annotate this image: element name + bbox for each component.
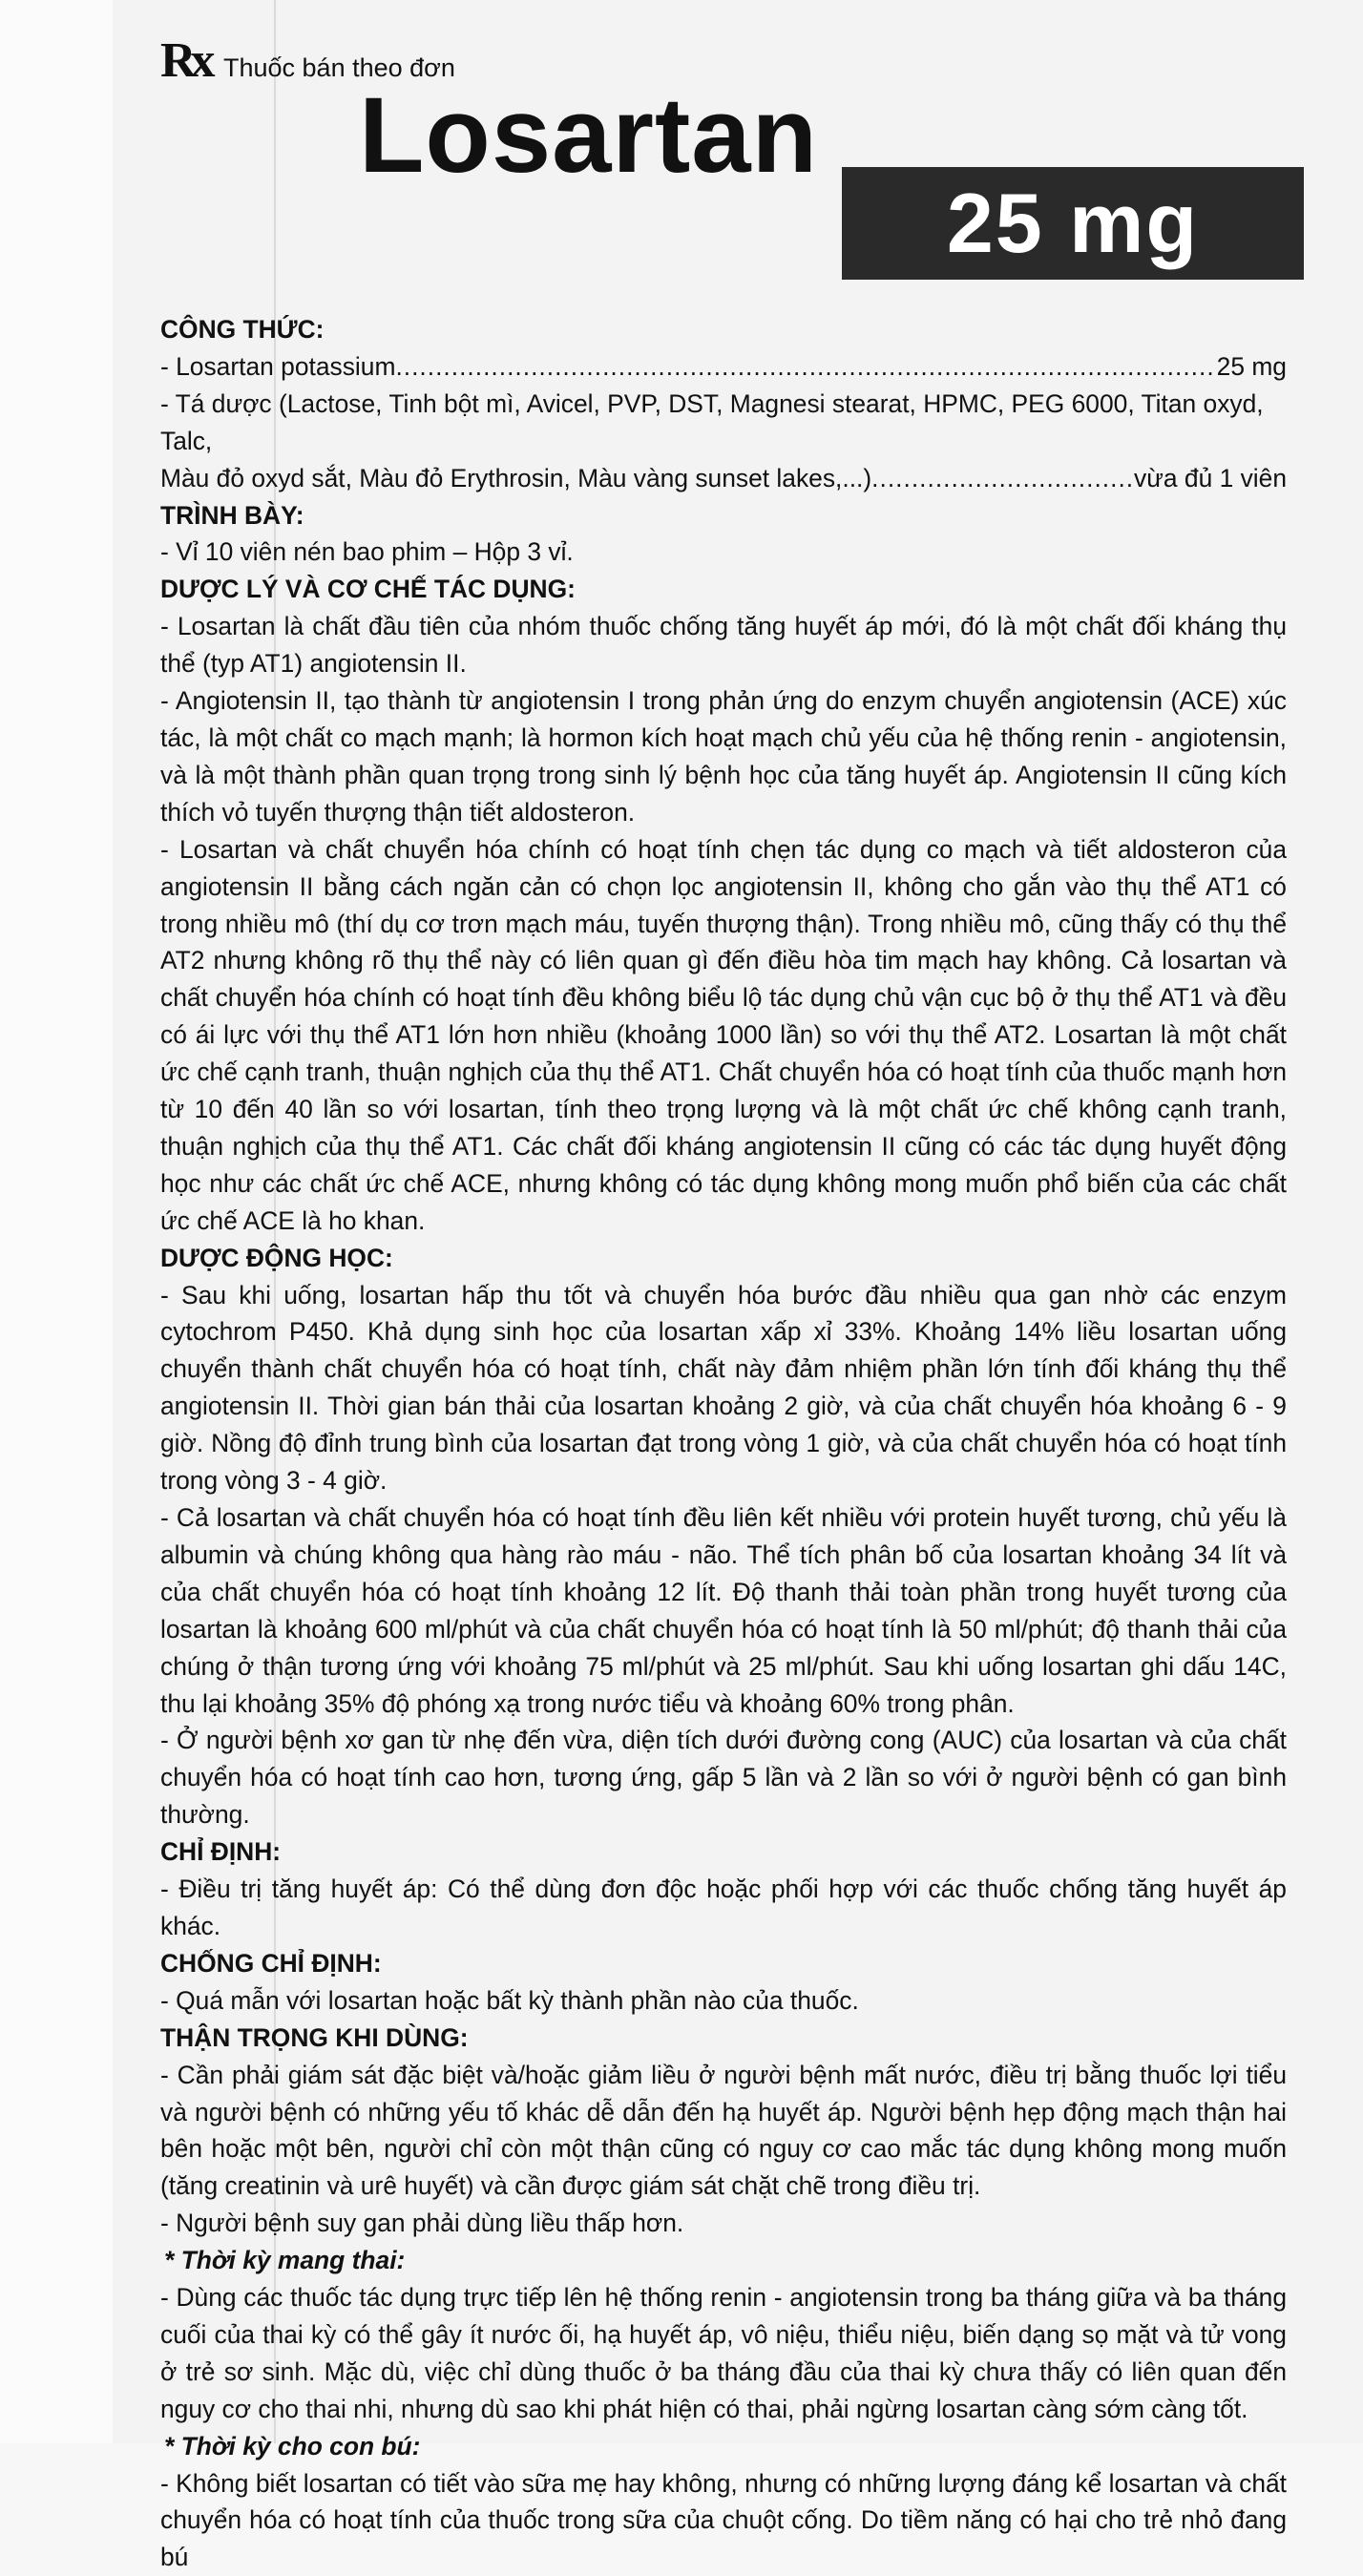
pregnancy-text: - Dùng các thuốc tác dụng trực tiếp lên hệ thống renin - angiotensin trong ba tháng giữa và ba tháng cuối của thai kỳ có thể gây ít nước ối, hạ huyết áp, vô niệu, thiểu niệu, biến dạng sọ mặt và tử vong ở trẻ sơ sinh. Mặc dù, việc chỉ dùng thuốc ở ba tháng đầu của thai kỳ chưa thấy có liên quan đến nguy cơ cho thai nhi, nhưng dù sao khi phát hiện có thai, phải ngừng losartan càng sớm càng tốt. [160, 2283, 1287, 2423]
pharmacokinetics-paragraph: - Cả losartan và chất chuyển hóa có hoạt tính đều liên kết nhiều với protein huyết tương, chủ yếu là albumin và chúng không qua hàng rào máu - não. Thể tích phân bố của losartan khoảng 34 lít và của chất chuyển hóa có hoạt tính khoảng 12 lít. Độ thanh thải toàn phần trong huyết tương của losartan là khoảng 600 ml/phút và của chất chuyển hóa có hoạt tính là 50 ml/phút; độ thanh thải của chúng ở thận tương ứng với khoảng 75 ml/phút và 25 ml/phút. Sau khi uống losartan ghi dấu 14C, thu lại khoảng 35% độ phóng xạ trong nước tiểu và khoảng 60% trong phân. [160, 1503, 1287, 1718]
pharmacokinetics-paragraph: - Sau khi uống, losartan hấp thu tốt và chuyển hóa bước đầu nhiều qua gan nhờ các enzym cytochrom P450. Khả dụng sinh học của losartan xấp xỉ 33%. Khoảng 14% liều losartan uống chuyển thành chất chuyển hóa có hoạt tính, chất này đảm nhiệm phần lớn tính đối kháng thụ thể angiotensin II. Thời gian bán thải của losartan khoảng 2 giờ, và của chất chuyển hóa khoảng 6 - 9 giờ. Nồng độ đỉnh trung bình của losartan đạt trong vòng 1 giờ, và của chất chuyển hóa có hoạt tính trong vòng 3 - 4 giờ. [160, 1280, 1287, 1496]
page-margin [0, 0, 113, 2443]
section-heading-than-trong: THẬN TRỌNG KHI DÙNG: [160, 2022, 469, 2052]
leader-dots [871, 460, 1134, 497]
leaflet-body [160, 311, 1287, 2576]
formula-active-value: 25 mg [1216, 351, 1287, 381]
formula-active-name: - Losartan potassium [160, 351, 396, 381]
formula-excipients-line1: - Tá dược (Lactose, Tinh bột mì, Avicel, PVP, DST, Magnesi stearat, HPMC, PEG 6000, Titan oxyd, Talc, [160, 388, 1264, 455]
section-heading-cong-thuc: CÔNG THỨC: [160, 315, 325, 344]
pharmacology-paragraph: - Angiotensin II, tạo thành từ angiotensin I trong phản ứng do enzym chuyển angiotensin (ACE) xúc tác, là một chất co mạch mạnh; là hormon kích hoạt mạch chủ yếu của hệ thống renin - angiotensin, và là một thành phần quan trọng trong sinh lý bệnh học của tăng huyết áp. Angiotensin II cũng kích thích vỏ tuyến thượng thận tiết aldosteron. [160, 686, 1287, 827]
leaflet-header [160, 29, 1200, 305]
dose-badge: 25 mg [842, 167, 1304, 280]
formula-line-active [160, 348, 1287, 386]
leader-dots [395, 348, 1216, 386]
rx-icon: Rx [160, 33, 210, 88]
section-heading-chong-chi-dinh: CHỐNG CHỈ ĐỊNH: [160, 1948, 382, 1978]
formula-line-excipients [160, 460, 1287, 497]
pregnancy-subheading: * Thời kỳ mang thai: [164, 2246, 406, 2275]
formula-excipients-value: vừa đủ 1 viên [1134, 463, 1287, 492]
lactation-text: - Không biết losartan có tiết vào sữa mẹ hay không, nhưng có những lượng đáng kể losartan và chất chuyển hóa có hoạt tính của thuốc trong sữa của chuột cống. Do tiềm năng có hại cho trẻ nhỏ đang bú [160, 2468, 1287, 2572]
pharmacokinetics-paragraph: - Ở người bệnh xơ gan từ nhẹ đến vừa, diện tích dưới đường cong (AUC) của losartan và của chất chuyển hóa có hoạt tính cao hơn, tương ứng, gấp 5 lần và 2 lần so với ở người bệnh có gan bình thường. [160, 1726, 1287, 1830]
presentation-text: - Vỉ 10 viên nén bao phim – Hộp 3 vỉ. [160, 537, 574, 567]
precaution-paragraph: - Người bệnh suy gan phải dùng liều thấp hơn. [160, 2209, 684, 2238]
section-heading-duoc-ly: DƯỢC LÝ VÀ CƠ CHẾ TÁC DỤNG: [160, 575, 576, 604]
brand-name: Losartan [359, 75, 818, 195]
lactation-subheading: * Thời kỳ cho con bú: [164, 2431, 421, 2461]
pharmacology-paragraph: - Losartan và chất chuyển hóa chính có hoạt tính chẹn tác dụng co mạch và tiết aldosteron của angiotensin II bằng cách ngăn cản có chọn lọc angiotensin II, không cho gắn vào thụ thể AT1 có trong nhiều mô (thí dụ cơ trơn mạch máu, tuyến thượng thận). Trong nhiều mô, cũng thấy có thụ thể AT2 nhưng không rõ thụ thể này có liên quan gì đến điều hòa tim mạch hay không. Cả losartan và chất chuyển hóa chính có hoạt tính đều không biểu lộ tác dụng chủ vận cục bộ ở thụ thể AT1 và đều có ái lực với thụ thể AT1 lớn hơn nhiều (khoảng 1000 lần) so với thụ thể AT2. Losartan là một chất ức chế cạnh tranh, thuận nghịch của thụ thể AT1. Chất chuyển hóa có hoạt tính của thuốc mạnh hơn từ 10 đến 40 lần so với losartan, tính theo trọng lượng và là một chất ức chế không cạnh tranh, thuận nghịch của thụ thể AT1. Các chất đối kháng angiotensin II cũng có các tác dụng huyết động học như các chất ức chế ACE, nhưng không có tác dụng không mong muốn phổ biến của các chất ức chế ACE là ho khan. [160, 834, 1287, 1235]
section-heading-chi-dinh: CHỈ ĐỊNH: [160, 1837, 282, 1867]
prescription-label: Thuốc bán theo đơn [223, 53, 455, 82]
pharmacology-paragraph: - Losartan là chất đầu tiên của nhóm thuốc chống tăng huyết áp mới, đó là một chất đối kháng thụ thể (typ AT1) angiotensin II. [160, 612, 1287, 679]
formula-excipients-line2: Màu đỏ oxyd sắt, Màu đỏ Erythrosin, Màu vàng sunset lakes,...) [160, 463, 872, 492]
section-heading-trinh-bay: TRÌNH BÀY: [160, 500, 304, 530]
contraindication-text: - Quá mẫn với losartan hoặc bất kỳ thành phần nào của thuốc. [160, 1985, 859, 2015]
section-heading-duoc-dong-hoc: DƯỢC ĐỘNG HỌC: [160, 1243, 393, 1272]
precaution-paragraph: - Cần phải giám sát đặc biệt và/hoặc giảm liều ở người bệnh mất nước, điều trị bằng thuốc lợi tiểu và người bệnh có những yếu tố khác dễ dẫn đến hạ huyết áp. Người bệnh hẹp động mạch thận hai bên hoặc một bên, người chỉ còn một thận cũng có nguy cơ cao mắc tác dụng không mong muốn (tăng creatinin và urê huyết) và cần được giám sát chặt chẽ trong điều trị. [160, 2060, 1287, 2201]
indication-text: - Điều trị tăng huyết áp: Có thể dùng đơn độc hoặc phối hợp với các thuốc chống tăng huyết áp khác. [160, 1874, 1287, 1940]
